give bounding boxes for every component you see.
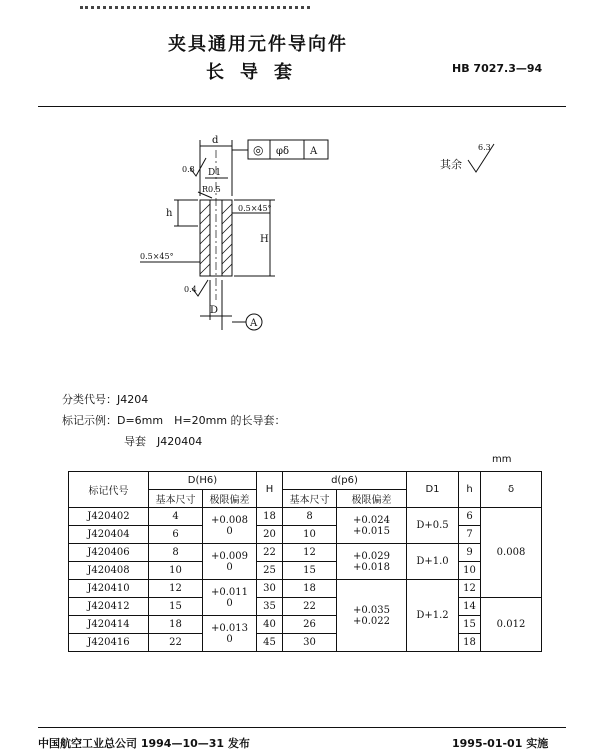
header-D-basic: 基本尺寸 <box>149 490 203 508</box>
D-deviation: +0.009 0 <box>203 544 257 580</box>
table-row: J420404 6 20 10 7 <box>69 526 542 544</box>
d-deviation: +0.024 +0.015 <box>337 508 407 544</box>
header-H: H <box>257 472 283 508</box>
rest-label: 其余 <box>440 158 462 171</box>
roughness-top-label: 0.8 <box>182 165 195 174</box>
dim-H-label: H <box>260 234 269 245</box>
D1-value: D+0.5 <box>407 508 459 544</box>
header-D-dev: 极限偏差 <box>203 490 257 508</box>
document-title: 夹具通用元件导向件 <box>168 34 348 55</box>
header-d: d(p6) <box>283 472 407 490</box>
table-row: J420414 18 +0.013 0 40 26 15 <box>69 616 542 634</box>
dim-d1-label: D1 <box>208 168 221 178</box>
issuer: 中国航空工业总公司 1994—10—31 发布 <box>38 737 250 750</box>
marking-example-code: 导套 J420404 <box>124 435 203 448</box>
table-row: J420410 12 +0.011 0 30 18 +0.035 +0.022 D+1.2 12 <box>69 580 542 598</box>
dim-d-label: d <box>212 135 219 146</box>
document-subtitle: 长导套 <box>206 62 308 83</box>
table-row: J420416 22 45 30 18 <box>69 634 542 652</box>
effective-date: 1995-01-01 实施 <box>452 737 549 750</box>
table-header-row <box>69 472 542 490</box>
header-h: h <box>459 472 481 508</box>
delta-value: 0.008 <box>481 508 542 598</box>
D-deviation: +0.008 0 <box>203 508 257 544</box>
classification-code: 分类代号：J4204 <box>62 393 149 406</box>
dim-h-label: h <box>166 208 173 219</box>
delta-value: 0.012 <box>481 598 542 652</box>
table-row: J420406 8 +0.009 0 22 12 +0.029 +0.018 D+1.0 9 <box>69 544 542 562</box>
d-deviation: +0.029 +0.018 <box>337 544 407 580</box>
table-row: J420408 10 25 15 10 <box>69 562 542 580</box>
header-D: D(H6) <box>149 472 257 490</box>
d-deviation: +0.035 +0.022 <box>337 580 407 652</box>
dim-D-label: D <box>210 305 219 316</box>
marking-example: 标记示例：D=6mm H=20mm 的长导套： <box>62 414 286 427</box>
D-deviation: +0.011 0 <box>203 580 257 616</box>
standard-number: HB 7027.3—94 <box>452 62 543 75</box>
chamfer-left-label: 0.5×45° <box>140 252 174 261</box>
chamfer-right-label: 0.5×45° <box>238 204 272 213</box>
tolerance-datum: A <box>310 146 318 157</box>
table-row: J420412 15 35 22 14 0.012 <box>69 598 542 616</box>
tolerance-value: φδ <box>276 146 290 157</box>
header-code: 标记代号 <box>69 472 149 508</box>
D1-value: D+1.0 <box>407 544 459 580</box>
rest-roughness-label: 6.3 <box>478 143 491 152</box>
D1-value: D+1.2 <box>407 580 459 652</box>
tolerance-symbol: ◎ <box>253 143 264 157</box>
table-row: J420402 4 +0.008 0 18 8 +0.024 +0.015 D+0.5 6 0.008 <box>69 508 542 526</box>
header-D1: D1 <box>407 472 459 508</box>
header-d-dev: 极限偏差 <box>337 490 407 508</box>
spec-table <box>68 471 542 652</box>
roughness-bottom-label: 0.4 <box>184 285 197 294</box>
footer-rule <box>38 727 566 728</box>
header-d-basic: 基本尺寸 <box>283 490 337 508</box>
header-delta: δ <box>481 472 542 508</box>
unit-label: mm <box>492 454 512 465</box>
datum-circle-label: A <box>250 318 258 329</box>
D-deviation: +0.013 0 <box>203 616 257 652</box>
fillet-label: R0.5 <box>202 185 221 194</box>
